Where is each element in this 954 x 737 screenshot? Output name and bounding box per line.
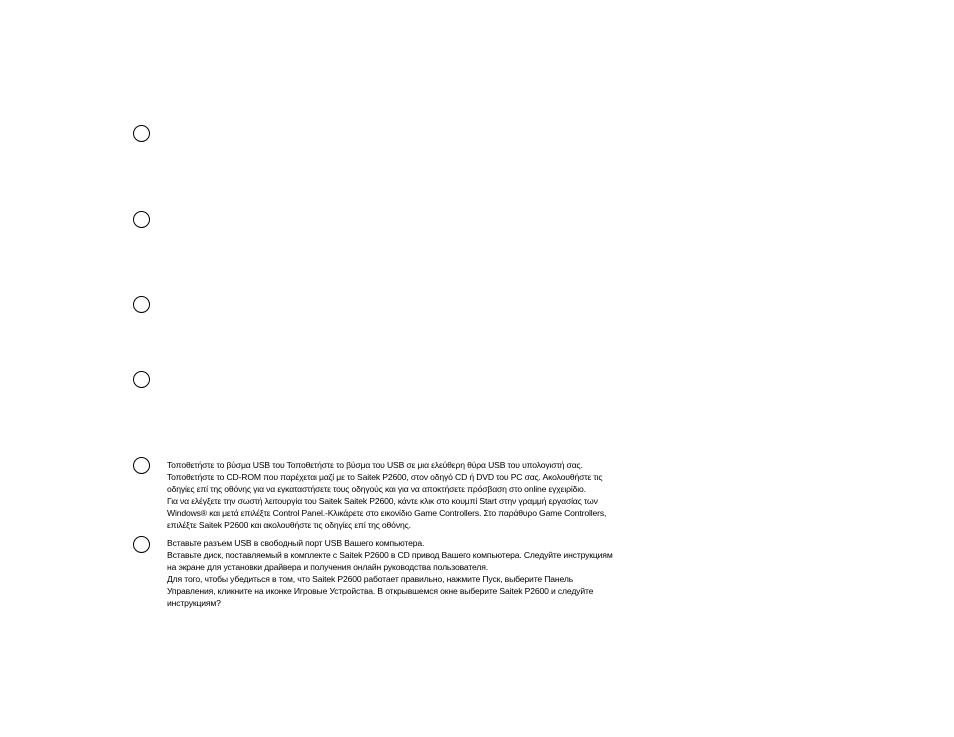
greek-line-3: οδηγίες επί της οθόνης για να εγκαταστήσετε τους οδηγούς και για να αποκτήσετε πρόσβαση στο online εγχειρίδιο. bbox=[167, 484, 586, 495]
russian-line-1: Вставьте разъем USB в свободный порт USB Вашего компьютера. bbox=[167, 538, 425, 548]
section-marker-russian bbox=[133, 536, 150, 553]
section-marker-2 bbox=[133, 211, 150, 228]
russian-line-2: Вставьте диск, поставляемый в комплекте с Saitek P2600 в CD привод Вашего компьютера. Следуйте инструкциям bbox=[167, 550, 613, 561]
russian-line-4: Для того, чтобы убедиться в том, что Saitek P2600 работает правильно, нажмите Пуск, выберите Панель bbox=[167, 574, 574, 585]
russian-line-5: Управления, кликните на иконке Игровые Устройства. В открывшемся окне выберите Saitek P2600 и следуйте bbox=[167, 586, 594, 597]
section-marker-1 bbox=[133, 125, 150, 142]
section-marker-3 bbox=[133, 296, 150, 313]
greek-line-4: Για να ελέγξετε την σωστή λειτουργία του Saitek Saitek P2600, κάντε κλικ στο κουμπί Start στην γραμμή εργασίας των bbox=[167, 496, 598, 507]
section-marker-greek bbox=[133, 457, 150, 474]
greek-instructions bbox=[167, 459, 657, 532]
russian-line-6: инструкциям? bbox=[167, 598, 221, 609]
greek-line-1: Τοποθετήστε το βύσμα USB του Τοποθετήστε το βύσμα του USB σε μια ελεύθερη θύρα USB του υπολογιστή σας. bbox=[167, 460, 583, 470]
section-marker-4 bbox=[133, 371, 150, 388]
greek-line-5: Windows® και μετά επιλέξτε Control Panel.-Κλικάρετε στο εικονίδιο Game Controllers. Στο παράθυρο Game Controllers, bbox=[167, 508, 607, 519]
russian-line-3: на экране для установки драйвера и получения онлайн руководства пользователя. bbox=[167, 562, 488, 573]
greek-line-2: Τοποθετήστε το CD-ROM που παρέχεται μαζί με το Saitek P2600, στον οδηγό CD ή DVD του PC σας. Ακολουθήστε τις bbox=[167, 472, 603, 483]
russian-instructions bbox=[167, 537, 657, 610]
greek-line-6: επιλέξτε Saitek P2600 και ακολουθήστε τις οδηγίες επί της οθόνης. bbox=[167, 520, 411, 531]
